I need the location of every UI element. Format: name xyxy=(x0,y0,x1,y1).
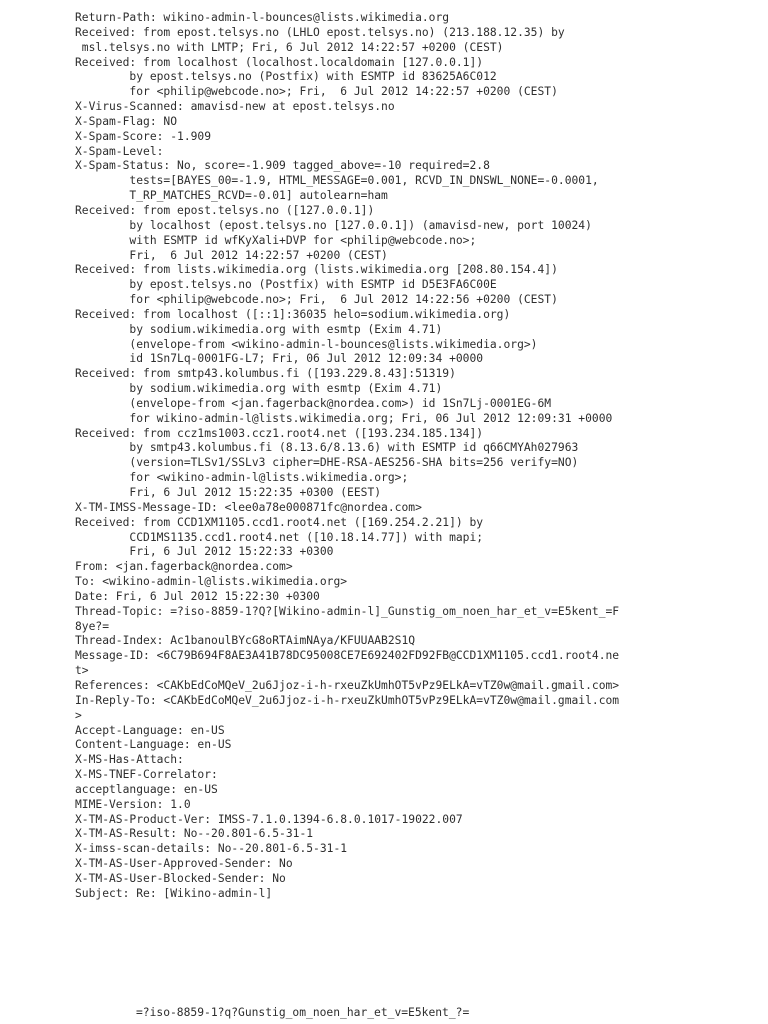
header-line: From: <jan.fagerback@nordea.com> xyxy=(75,560,293,574)
header-line: X-Virus-Scanned: amavisd-new at epost.telsys.no xyxy=(75,100,395,114)
header-line: Date: Fri, 6 Jul 2012 15:22:30 +0300 xyxy=(75,589,320,603)
header-line: Fri, 6 Jul 2012 14:22:57 +0200 (CEST) xyxy=(75,248,388,262)
header-line: by sodium.wikimedia.org with esmtp (Exim 4.71) xyxy=(75,382,443,396)
header-line: T_RP_MATCHES_RCVD=-0.01] autolearn=ham xyxy=(75,189,388,203)
header-line: X-TM-IMSS-Message-ID: <lee0a78e000871fc@nordea.com> xyxy=(75,500,422,514)
header-line: References: <CAKbEdCoMQeV_2u6Jjoz-i-h-rxeuZkUmhOT5vPz9ELkA=vTZ0w@mail.gmail.com> xyxy=(75,678,620,692)
header-line: by epost.telsys.no (Postfix) with ESMTP id D5E3FA6C00E xyxy=(75,278,497,292)
header-line: id 1Sn7Lq-0001FG-L7; Fri, 06 Jul 2012 12:09:34 +0000 xyxy=(75,352,484,366)
header-line: X-TM-AS-Result: No--20.801-6.5-31-1 xyxy=(75,827,314,841)
header-line: X-MS-Has-Attach: xyxy=(75,753,184,767)
header-line: X-Spam-Status: No, score=-1.909 tagged_above=-10 required=2.8 xyxy=(75,159,490,173)
header-line: Fri, 6 Jul 2012 15:22:33 +0300 xyxy=(75,545,334,559)
header-line: tests=[BAYES_00=-1.9, HTML_MESSAGE=0.001, RCVD_IN_DNSWL_NONE=-0.0001, xyxy=(75,174,599,188)
header-line: (version=TLSv1/SSLv3 cipher=DHE-RSA-AES256-SHA bits=256 verify=NO) xyxy=(75,456,579,470)
header-line: Received: from epost.telsys.no (LHLO epost.telsys.no) (213.188.12.35) by xyxy=(75,25,565,39)
header-line: for <philip@webcode.no>; Fri, 6 Jul 2012 14:22:56 +0200 (CEST) xyxy=(75,293,558,307)
header-line: Thread-Index: Ac1banoulBYcG8oRTAimNAya/KFUUAAB2S1Q xyxy=(75,634,416,648)
header-line: Fri, 6 Jul 2012 15:22:35 +0300 (EEST) xyxy=(75,486,382,499)
header-line: MIME-Version: 1.0 xyxy=(75,797,191,811)
header-line: Received: from smtp43.kolumbus.fi ([193.229.8.43]:51319) xyxy=(75,367,456,381)
header-line: X-TM-AS-User-Approved-Sender: No xyxy=(75,857,293,871)
header-line: by smtp43.kolumbus.fi (8.13.6/8.13.6) with ESMTP id q66CMYAh027963 xyxy=(75,441,579,455)
header-line: acceptlanguage: en-US xyxy=(75,782,218,796)
header-line: Received: from localhost (localhost.localdomain [127.0.0.1]) xyxy=(75,55,484,69)
header-line: In-Reply-To: <CAKbEdCoMQeV_2u6Jjoz-i-h-rxeuZkUmhOT5vPz9ELkA=vTZ0w@mail.gmail.com xyxy=(75,693,620,707)
header-line: with ESMTP id wfKyXali+DVP for <philip@webcode.no>; xyxy=(75,233,477,247)
header-line: 8ye?= xyxy=(75,619,110,633)
header-line: Return-Path: wikino-admin-l-bounces@lists.wikimedia.org xyxy=(75,11,450,24)
encoded-subject-line: =?iso-8859-1?q?Gunstig_om_noen_har_et_v=E5kent_?= xyxy=(136,1006,470,1019)
header-line: X-MS-TNEF-Correlator: xyxy=(75,768,218,782)
header-line: Received: from localhost ([::1]:36035 helo=sodium.wikimedia.org) xyxy=(75,307,511,321)
header-line: by epost.telsys.no (Postfix) with ESMTP id 83625A6C012 xyxy=(75,70,497,84)
header-line: Received: from lists.wikimedia.org (lists.wikimedia.org [208.80.154.4]) xyxy=(75,263,558,277)
header-line: To: <wikino-admin-l@lists.wikimedia.org> xyxy=(75,575,348,589)
header-line: t> xyxy=(75,664,89,678)
header-line: Received: from CCD1XM1105.ccd1.root4.net ([169.254.2.21]) by xyxy=(75,515,484,529)
header-line: CCD1MS1135.ccd1.root4.net ([10.18.14.77]) with mapi; xyxy=(75,530,484,544)
header-line: Content-Language: en-US xyxy=(75,738,232,752)
header-line: X-Spam-Flag: NO xyxy=(75,114,178,128)
header-line: X-TM-AS-Product-Ver: IMSS-7.1.0.1394-6.8.0.1017-19022.007 xyxy=(75,812,463,826)
email-headers-block xyxy=(75,11,765,902)
header-line: X-imss-scan-details: No--20.801-6.5-31-1 xyxy=(75,842,348,856)
header-line: for <wikino-admin-l@lists.wikimedia.org>; xyxy=(75,471,409,485)
header-line: Received: from epost.telsys.no ([127.0.0.1]) xyxy=(75,203,375,217)
header-line: by localhost (epost.telsys.no [127.0.0.1]) (amavisd-new, port 10024) xyxy=(75,218,592,232)
header-line: Accept-Language: en-US xyxy=(75,723,225,737)
header-line: by sodium.wikimedia.org with esmtp (Exim 4.71) xyxy=(75,322,443,336)
header-line: Subject: Re: [Wikino-admin-l] xyxy=(75,886,273,900)
header-line: for <philip@webcode.no>; Fri, 6 Jul 2012 14:22:57 +0200 (CEST) xyxy=(75,85,558,99)
header-line: X-Spam-Level: xyxy=(75,144,164,158)
header-line: Received: from ccz1ms1003.ccz1.root4.net ([193.234.185.134]) xyxy=(75,426,484,440)
header-line: msl.telsys.no with LMTP; Fri, 6 Jul 2012 14:22:57 +0200 (CEST) xyxy=(75,40,504,54)
header-line: Message-ID: <6C79B694F8AE3A41B78DC95008CE7E692402FD92FB@CCD1XM1105.ccd1.root4.ne xyxy=(75,649,620,663)
header-line: X-Spam-Score: -1.909 xyxy=(75,129,212,143)
header-line: Thread-Topic: =?iso-8859-1?Q?[Wikino-admin-l]_Gunstig_om_noen_har_et_v=E5kent_=F xyxy=(75,604,620,618)
header-line: > xyxy=(75,708,82,722)
header-line: (envelope-from <wikino-admin-l-bounces@lists.wikimedia.org>) xyxy=(75,337,538,351)
header-line: (envelope-from <jan.fagerback@nordea.com>) id 1Sn7Lj-0001EG-6M xyxy=(75,396,552,410)
header-line: X-TM-AS-User-Blocked-Sender: No xyxy=(75,871,286,885)
header-line: for wikino-admin-l@lists.wikimedia.org; Fri, 06 Jul 2012 12:09:31 +0000 xyxy=(75,411,613,425)
